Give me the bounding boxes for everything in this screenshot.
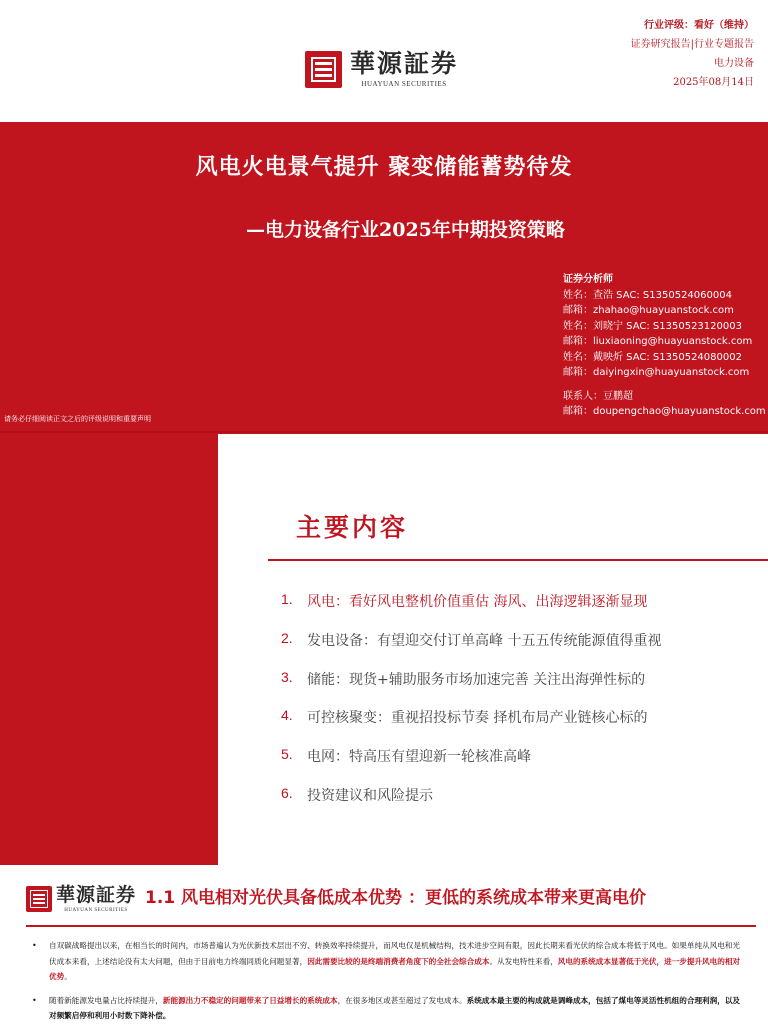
analyst-line: 姓名：刘晓宁 SAC: S1350523120003: [563, 320, 742, 332]
analysts-heading: 证券分析师: [563, 274, 613, 285]
contents-item-label: 发电设备：有望迎交付订单高峰 十五五传统能源值得重视: [307, 632, 662, 649]
section-bullets: [32, 938, 744, 1024]
bold-text: 系统成本最主要的构成就是调峰成本，包括了煤电等灵活性机组的合理利润，以及对频繁启停和利用小时数下降补偿。: [49, 995, 741, 1020]
huayuan-logo: [305, 50, 458, 88]
analyst-email[interactable]: 邮箱：daiyingxin@huayuanstock.com: [563, 367, 750, 378]
highlight-text: 因此需要比较的是终端消费者角度下的全社会综合成本: [307, 956, 490, 966]
report-header: [0, 0, 768, 118]
section-logo: [26, 884, 136, 913]
contents-item-label: 电网：特高压有望迎新一轮核准高峰: [307, 749, 531, 766]
contents-item-number: 4.: [281, 707, 293, 724]
contents-divider: [268, 559, 768, 561]
contents-list: [281, 591, 661, 824]
contents-title: 主要内容: [296, 513, 409, 542]
section-divider: [26, 925, 756, 927]
analyst-email[interactable]: 邮箱：zhahao@huayuanstock.com: [563, 305, 734, 316]
contents-item[interactable]: [281, 785, 661, 824]
contents-item[interactable]: [281, 707, 661, 746]
report-subtitle: —电力设备行业2025年中期投资策略: [246, 219, 565, 241]
contents-item-number: 3.: [281, 668, 293, 685]
contents-item-label: 可控核聚变：重视招投标节奏 择机布局产业链核心标的: [307, 710, 648, 727]
bullet-item: • 随着新能源发电量占比持续提升，新能源出力不稳定的问题带来了日益增长的系统成本，在很多地区或甚至超过了发电成本。系统成本最主要的构成就是调峰成本，包括了煤电等灵活性机组的合理利润，以及对频繁启停和利用小时数下降补偿。: [32, 993, 744, 1024]
industry-rating: 行业评级：看好（维持）: [644, 20, 754, 31]
contents-item-number: 5.: [281, 746, 293, 763]
huayuan-seal-icon: [26, 886, 52, 912]
analyst-line: 姓名：戴映炘 SAC: S1350524080002: [563, 351, 742, 363]
brand-name-en: HUAYUAN SECURITIES: [361, 80, 447, 88]
contents-item-number: 1.: [281, 591, 293, 607]
report-title: 风电火电景气提升 聚变储能蓄势待发: [195, 154, 573, 180]
contents-item[interactable]: [281, 630, 661, 669]
contents-item[interactable]: [281, 746, 661, 785]
brand-name-cn: 華源証券: [350, 49, 459, 78]
analyst-line: 姓名：查浩 SAC: S1350524060004: [563, 289, 732, 301]
contact-line: 联系人：豆鹏超: [563, 390, 633, 402]
contents-item-label: 储能：现货+辅助服务市场加速完善 关注出海弹性标的: [307, 671, 646, 688]
contents-item[interactable]: [281, 669, 661, 708]
report-meta: [631, 16, 754, 92]
contents-item[interactable]: [281, 591, 661, 630]
industry-name: 电力设备: [714, 58, 754, 69]
contents-side-strip: [0, 433, 218, 865]
disclaimer-note: 请务必仔细阅读正文之后的评级说明和重要声明: [4, 415, 151, 423]
contents-item-label: 风电：看好风电整机价值重估 海风、出海逻辑逐渐显现: [307, 594, 648, 610]
brand-name-cn: 華源証券: [56, 884, 137, 906]
bullet-item: • 自双碳战略提出以来，在相当长的时间内，市场普遍认为光伏新技术层出不穷、转换效率持续提升，而风电仅是机械结构，技术进步空间有限，因此长期来看光伏的综合成本将低于风电。如果单纯从风电和光伏成本来看，上述结论没有太大问题，但由于目前电力终端同质化问题显著，因此需要比较的是终端消费者角度下的全社会综合成本。从发电特性来看，风电的系统成本显著低于光伏，进一步提升风电的相对优势。: [32, 938, 744, 985]
report-date: 2025年08月14日: [673, 77, 754, 88]
brand-name-en: HUAYUAN SECURITIES: [64, 908, 128, 913]
contents-item-number: 6.: [281, 784, 293, 801]
contents-item-label: 投资建议和风险提示: [307, 787, 433, 804]
analyst-block: [563, 272, 766, 420]
huayuan-seal-icon: [305, 51, 342, 88]
highlight-text: 新能源出力不稳定的问题带来了日益增长的系统成本: [162, 995, 338, 1005]
contents-item-number: 2.: [281, 629, 293, 646]
analyst-email[interactable]: 邮箱：liuxiaoning@huayuanstock.com: [563, 336, 753, 347]
contact-email[interactable]: 邮箱：doupengchao@huayuanstock.com: [563, 406, 766, 417]
section-title: 1.1 风电相对光伏具备低成本优势 ：更低的系统成本带来更高电价: [145, 888, 646, 908]
highlight-text: 风电的系统成本显著低于光伏，进一步提升风电的相对优势: [49, 956, 741, 981]
report-type: 证券研究报告|行业专题报告: [630, 39, 754, 50]
